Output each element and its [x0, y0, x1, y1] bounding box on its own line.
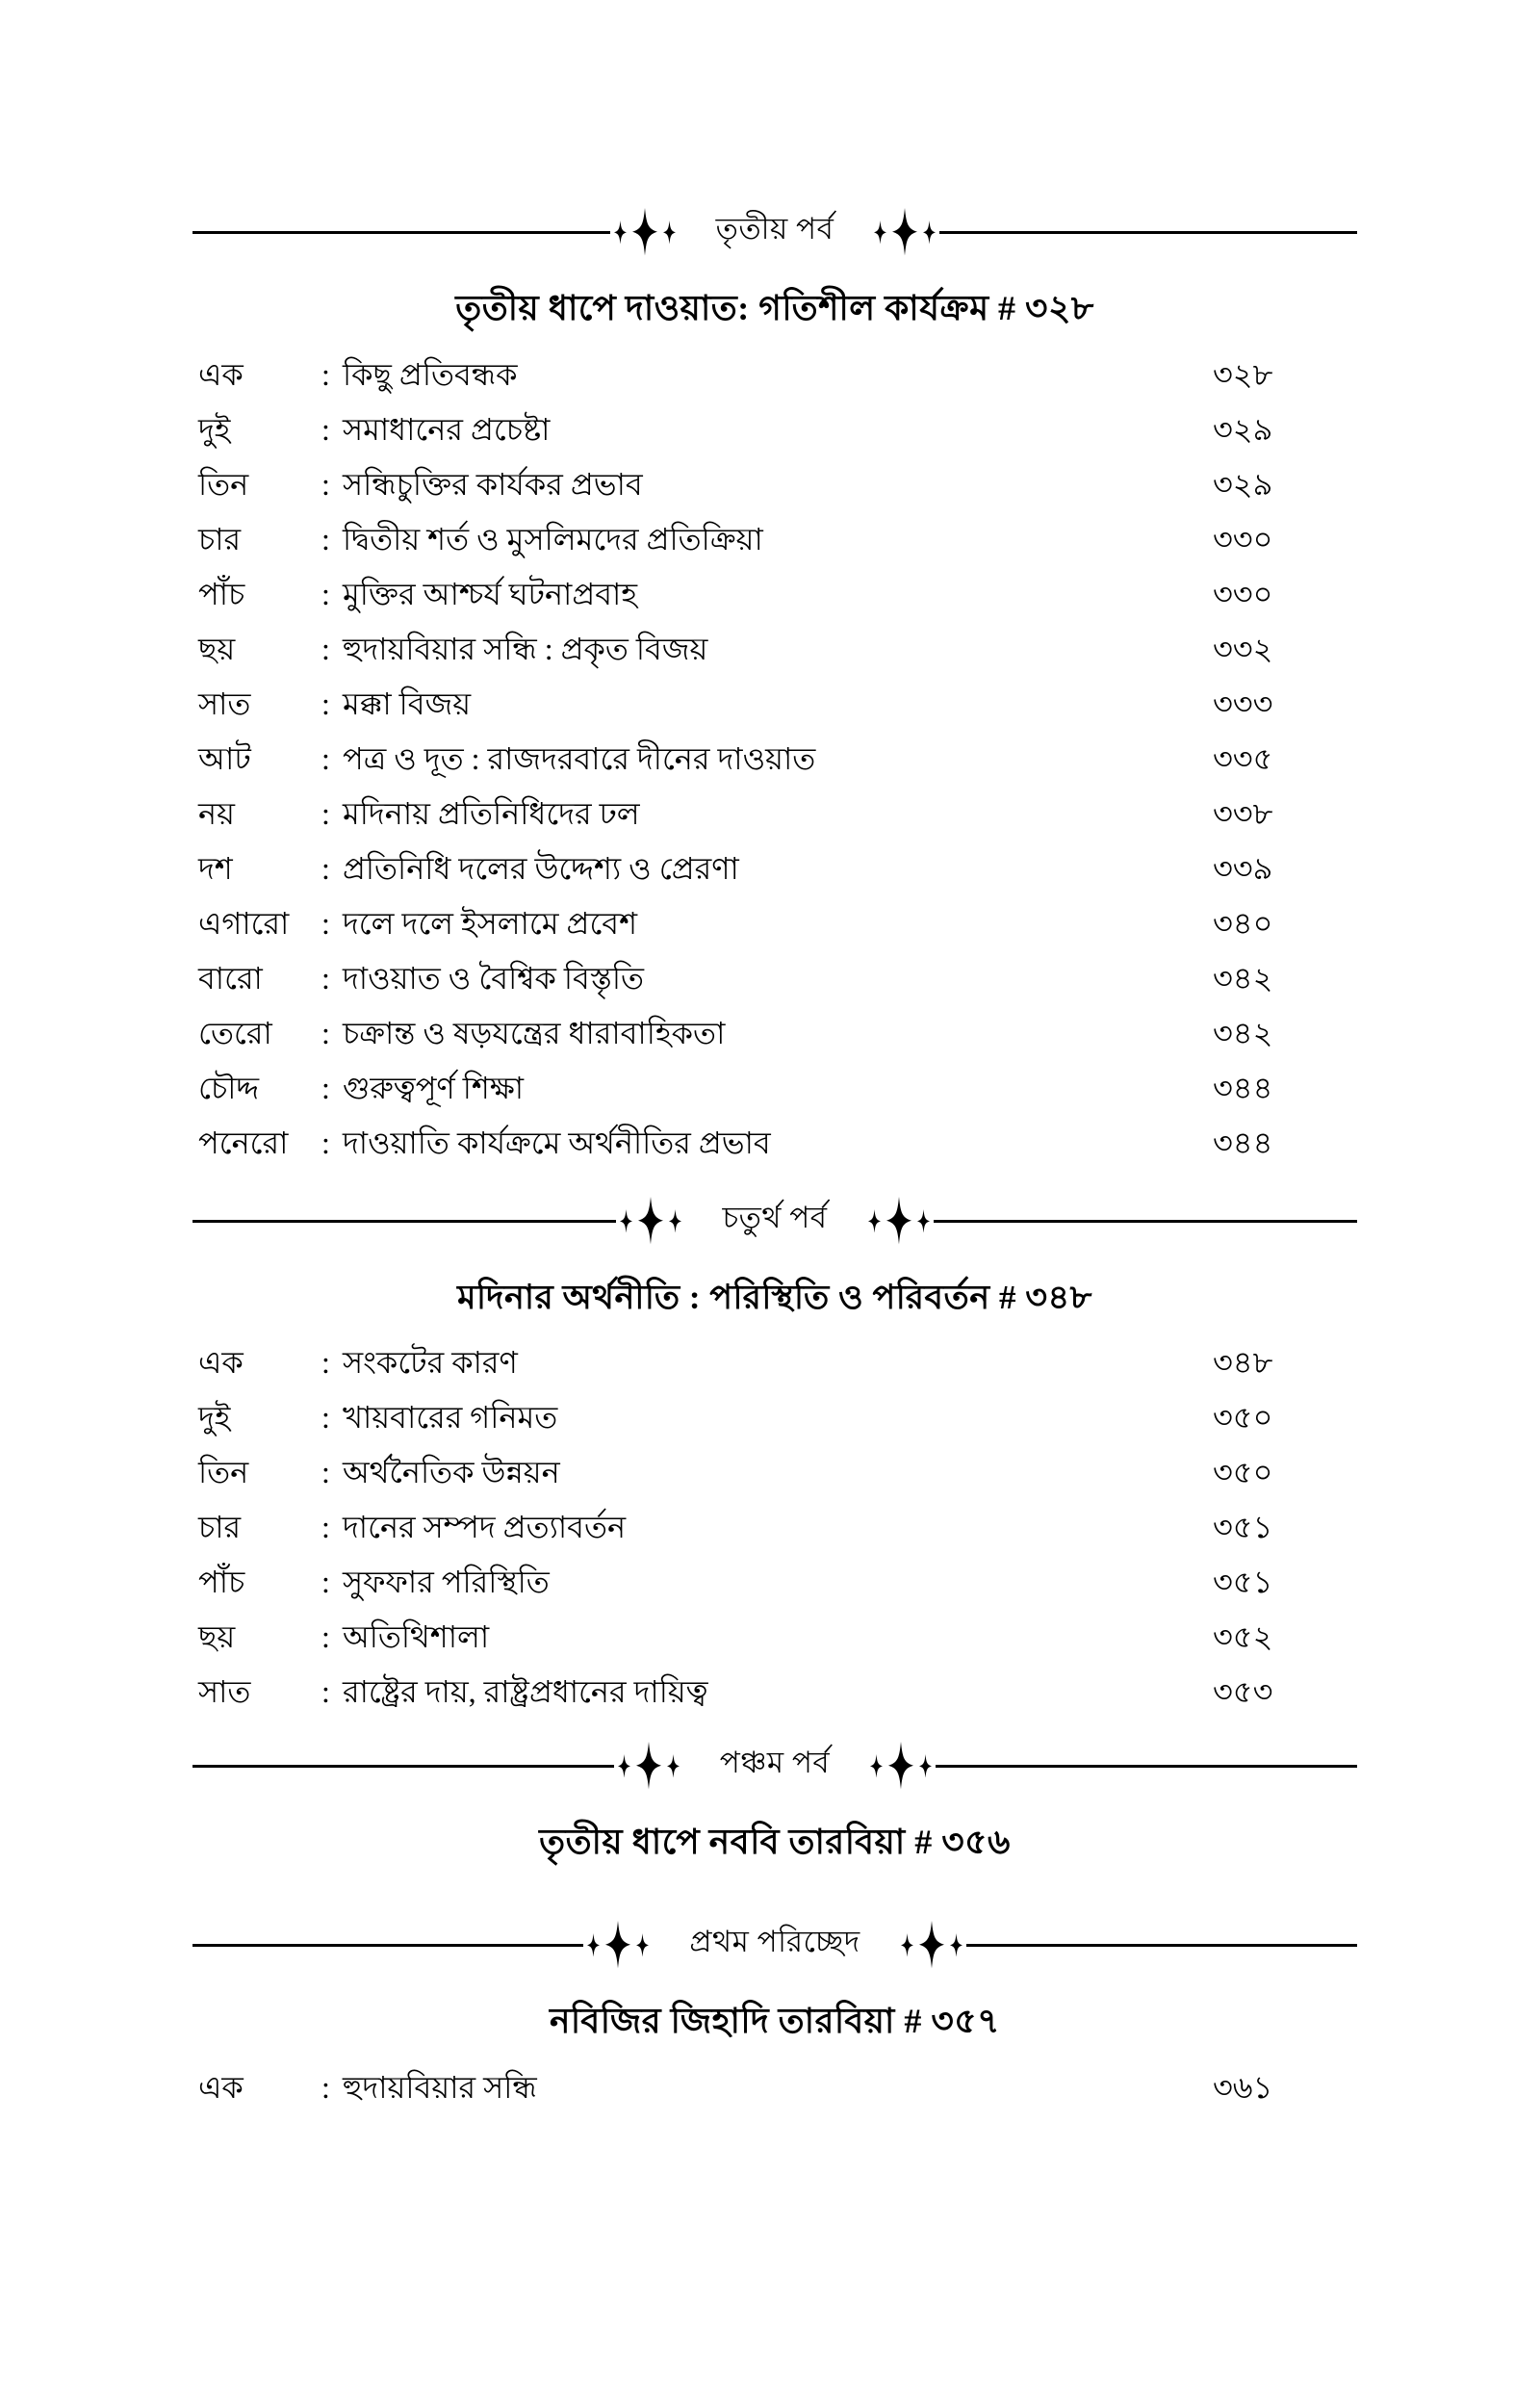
toc-row[interactable] [192, 567, 1357, 622]
diamond-icon [886, 1197, 911, 1244]
diamond-icon [892, 208, 917, 255]
toc-entry-separator: : [321, 1400, 330, 1435]
toc-entry-title[interactable]: দাওয়াতি কার্যক্রমে অর্থনীতির প্রভাব [343, 1126, 771, 1160]
toc-entry-title[interactable]: অতিথিশালা [343, 1619, 490, 1654]
toc-entry-number: তেরো [198, 1016, 272, 1050]
toc-entry-separator: : [321, 1619, 330, 1654]
toc-entry-separator: : [321, 577, 330, 611]
toc-entry-number: চৌদ্দ [198, 1071, 260, 1105]
diamond-ornament [583, 1921, 653, 1968]
toc-row[interactable] [192, 2060, 1357, 2115]
toc-entry-separator: : [321, 961, 330, 996]
toc-entry-title[interactable]: পত্র ও দূত : রাজদরবারে দীনের দাওয়াত [343, 741, 816, 776]
toc-entry-separator: : [321, 1674, 330, 1709]
part-banner-label: প্রথম পরিচ্ছেদ [689, 1924, 860, 1958]
toc-entry-page-number: ৩৩৫ [1213, 741, 1273, 776]
toc-entry-page-number: ৩৬১ [1213, 2070, 1273, 2105]
toc-entry-page-number: ৩৩২ [1213, 632, 1273, 666]
toc-entry-separator: : [321, 1455, 330, 1489]
toc-row[interactable] [192, 1061, 1357, 1116]
toc-entry-separator: : [321, 741, 330, 776]
diamond-ornament [866, 1742, 936, 1789]
banner-rule-right [966, 1944, 1357, 1947]
toc-row[interactable] [192, 1445, 1357, 1500]
toc-entry-title[interactable]: দলে দলে ইসলামে প্রবেশ [343, 906, 638, 941]
toc-entry-separator: : [321, 1126, 330, 1160]
part-banner [192, 1741, 1357, 1791]
diamond-ornament [614, 1742, 683, 1789]
toc-entry-number: সাত [198, 686, 251, 721]
toc-entry-title[interactable]: হুদায়বিয়ার সন্ধি : প্রকৃত বিজয় [343, 632, 708, 666]
toc-entry-separator: : [321, 1016, 330, 1050]
toc-entry-title[interactable]: কিছু প্রতিবন্ধক [343, 357, 518, 392]
toc-entry-number: এক [198, 2070, 244, 2105]
toc-entry-page-number: ৩৫০ [1213, 1455, 1273, 1489]
part-banner-label: চতুর্থ পর্ব [722, 1200, 828, 1234]
toc-row[interactable] [192, 677, 1357, 732]
section-title: তৃতীয় ধাপে দাওয়াত: গতিশীল কার্যক্রম # ৩২৮ [455, 289, 1094, 327]
part-banner-label: তৃতীয় পর্ব [715, 211, 834, 246]
diamond-icon [888, 1742, 913, 1789]
toc-row[interactable] [192, 787, 1357, 841]
banner-rule-left [192, 1944, 583, 1947]
diamond-icon [618, 1754, 630, 1778]
toc-row[interactable] [192, 1116, 1357, 1171]
diamond-icon [669, 1209, 681, 1233]
toc-entry-number: এক [198, 1345, 244, 1380]
toc-entry-page-number: ৩৫০ [1213, 1400, 1273, 1435]
toc-entry-page-number: ৩২৯ [1213, 467, 1273, 502]
toc-entry-number: বারো [198, 961, 263, 996]
toc-entry-title[interactable]: অর্থনৈতিক উন্নয়ন [343, 1455, 560, 1489]
toc-entry-number: চার [198, 522, 242, 556]
toc-entry-title[interactable]: সুফফার পরিস্থিতি [343, 1565, 550, 1599]
section-title: তৃতীয় ধাপে নববি তারবিয়া # ৩৫৬ [539, 1823, 1011, 1861]
toc-entry-separator: : [321, 412, 330, 447]
diamond-icon [919, 1754, 932, 1778]
diamond-icon [620, 1209, 632, 1233]
toc-row[interactable] [192, 512, 1357, 567]
toc-entry-title[interactable]: রাষ্ট্রের দায়, রাষ্ট্রপ্রধানের দায়িত্ব [343, 1674, 708, 1709]
part-banner [192, 1196, 1357, 1246]
diamond-ornament [610, 208, 680, 255]
toc-entry-page-number: ৩৪২ [1213, 961, 1273, 996]
toc-row[interactable] [192, 732, 1357, 787]
toc-entry-title[interactable]: হুদায়বিয়ার সন্ধি [343, 2070, 537, 2105]
toc-entry-title[interactable]: খায়বারের গনিমত [343, 1400, 558, 1435]
banner-rule-right [936, 1765, 1357, 1768]
diamond-icon [587, 1933, 600, 1957]
toc-entry-number: এগারো [198, 906, 290, 941]
toc-entry-page-number: ৩২৮ [1213, 357, 1273, 392]
toc-entry-separator: : [321, 467, 330, 502]
toc-entry-separator: : [321, 851, 330, 886]
toc-entry-separator: : [321, 1510, 330, 1544]
toc-entry-number: দুই [198, 412, 231, 447]
diamond-icon [950, 1933, 962, 1957]
toc-entry-number: সাত [198, 1674, 251, 1709]
diamond-ornament [864, 1197, 934, 1244]
toc-entry-number: আট [198, 741, 251, 776]
toc-row[interactable] [192, 1390, 1357, 1445]
toc-entry-separator: : [321, 686, 330, 721]
toc-entry-title[interactable]: সন্ধিচুক্তির কার্যকর প্রভাব [343, 467, 643, 502]
banner-rule-right [934, 1220, 1357, 1223]
diamond-icon [605, 1921, 630, 1968]
toc-table [192, 1335, 1357, 1720]
diamond-icon [870, 1754, 883, 1778]
part-banner-label: পঞ্চম পর্ব [719, 1745, 831, 1779]
toc-entry-number: দশ [198, 851, 233, 886]
toc-row[interactable] [192, 1006, 1357, 1061]
toc-row[interactable] [192, 1500, 1357, 1555]
toc-entry-separator: : [321, 357, 330, 392]
toc-entry-page-number: ৩৫২ [1213, 1619, 1273, 1654]
toc-entry-title[interactable]: মুক্তির আশ্চর্য ঘটনাপ্রবাহ [343, 577, 638, 611]
toc-entry-separator: : [321, 632, 330, 666]
toc-entry-separator: : [321, 1071, 330, 1105]
toc-entry-separator: : [321, 2070, 330, 2105]
toc-table [192, 348, 1357, 1171]
toc-entry-title[interactable]: সংকটের কারণ [343, 1345, 518, 1380]
part-banner [192, 1920, 1357, 1970]
toc-entry-number: তিন [198, 467, 249, 502]
toc-entry-separator: : [321, 906, 330, 941]
toc-entry-page-number: ৩৪০ [1213, 906, 1273, 941]
toc-entry-title[interactable]: গুরুত্বপূর্ণ শিক্ষা [343, 1071, 525, 1105]
empty-section-spacer [192, 1881, 1357, 1897]
toc-entry-title[interactable]: সমাধানের প্রচেষ্টা [343, 412, 551, 447]
toc-entry-number: পাঁচ [198, 577, 245, 611]
toc-entry-title[interactable]: দ্বিতীয় শর্ত ও মুসলিমদের প্রতিক্রিয়া [343, 522, 763, 556]
diamond-icon [636, 1933, 649, 1957]
toc-entry-page-number: ৩৪৪ [1213, 1071, 1273, 1105]
toc-entry-page-number: ৩৩০ [1213, 522, 1273, 556]
diamond-ornament [870, 208, 939, 255]
toc-entry-page-number: ৩৩৩ [1213, 686, 1273, 721]
diamond-ornament [897, 1921, 966, 1968]
diamond-ornament [616, 1197, 685, 1244]
toc-entry-separator: : [321, 1565, 330, 1599]
toc-entry-title[interactable]: মদিনায় প্রতিনিধিদের ঢল [343, 796, 640, 831]
toc-entry-number: এক [198, 357, 244, 392]
toc-entry-number: দুই [198, 1400, 231, 1435]
part-banner [192, 207, 1357, 257]
diamond-icon [901, 1933, 913, 1957]
toc-row[interactable] [192, 622, 1357, 677]
diamond-icon [667, 1754, 680, 1778]
toc-row[interactable] [192, 841, 1357, 896]
toc-entry-number: ছয় [198, 632, 236, 666]
section-title: মদিনার অর্থনীতি : পরিস্থিতি ও পরিবর্তন # ৩৪৮ [457, 1279, 1092, 1316]
diamond-icon [638, 1197, 663, 1244]
diamond-icon [923, 220, 936, 245]
banner-rule-left [192, 1765, 614, 1768]
toc-entry-title[interactable]: দাওয়াত ও বৈশ্বিক বিস্তৃতি [343, 961, 645, 996]
toc-row[interactable] [192, 896, 1357, 951]
toc-row[interactable] [192, 1335, 1357, 1390]
diamond-icon [917, 1209, 930, 1233]
toc-entry-page-number: ৩৪৮ [1213, 1345, 1273, 1380]
section-title: নবিজির জিহাদি তারবিয়া # ৩৫৭ [549, 2002, 1001, 2040]
section-spacer [192, 1720, 1357, 1741]
toc-entry-page-number: ৩৫১ [1213, 1510, 1273, 1544]
toc-row[interactable] [192, 1555, 1357, 1610]
toc-entry-number: ছয় [198, 1619, 236, 1654]
toc-entry-title[interactable]: মক্কা বিজয় [343, 686, 472, 721]
toc-row[interactable] [192, 1665, 1357, 1720]
toc-entry-page-number: ৩৩৯ [1213, 851, 1273, 886]
diamond-icon [614, 220, 627, 245]
toc-entry-title[interactable]: দানের সম্পদ প্রত্যাবর্তন [343, 1510, 627, 1544]
diamond-icon [632, 208, 657, 255]
diamond-icon [868, 1209, 881, 1233]
toc-row[interactable] [192, 402, 1357, 457]
toc-entry-number: চার [198, 1510, 242, 1544]
diamond-icon [919, 1921, 944, 1968]
toc-entry-title[interactable]: প্রতিনিধি দলের উদ্দেশ্য ও প্রেরণা [343, 851, 739, 886]
banner-rule-left [192, 1220, 616, 1223]
toc-entry-page-number: ৩২৯ [1213, 412, 1273, 447]
toc-content [192, 207, 1357, 2115]
banner-rule-right [939, 231, 1357, 234]
diamond-icon [636, 1742, 661, 1789]
toc-entry-page-number: ৩৩৮ [1213, 796, 1273, 831]
section-spacer [192, 1897, 1357, 1920]
toc-entry-page-number: ৩৩০ [1213, 577, 1273, 611]
toc-entry-page-number: ৩৫৩ [1213, 1674, 1273, 1709]
toc-entry-number: পনেরো [198, 1126, 289, 1160]
toc-row[interactable] [192, 951, 1357, 1006]
toc-entry-separator: : [321, 1345, 330, 1380]
toc-entry-number: তিন [198, 1455, 249, 1489]
banner-rule-left [192, 231, 610, 234]
toc-entry-page-number: ৩৪২ [1213, 1016, 1273, 1050]
toc-entry-number: পাঁচ [198, 1565, 245, 1599]
toc-table [192, 2060, 1357, 2115]
toc-entry-title[interactable]: চক্রান্ত ও ষড়যন্ত্রের ধারাবাহিকতা [343, 1016, 726, 1050]
toc-row[interactable] [192, 457, 1357, 512]
diamond-icon [663, 220, 676, 245]
toc-row[interactable] [192, 348, 1357, 402]
toc-entry-separator: : [321, 796, 330, 831]
toc-entry-separator: : [321, 522, 330, 556]
toc-entry-page-number: ৩৫১ [1213, 1565, 1273, 1599]
toc-row[interactable] [192, 1610, 1357, 1665]
toc-entry-number: নয় [198, 796, 235, 831]
section-spacer [192, 1171, 1357, 1196]
diamond-icon [874, 220, 886, 245]
toc-entry-page-number: ৩৪৪ [1213, 1126, 1273, 1160]
